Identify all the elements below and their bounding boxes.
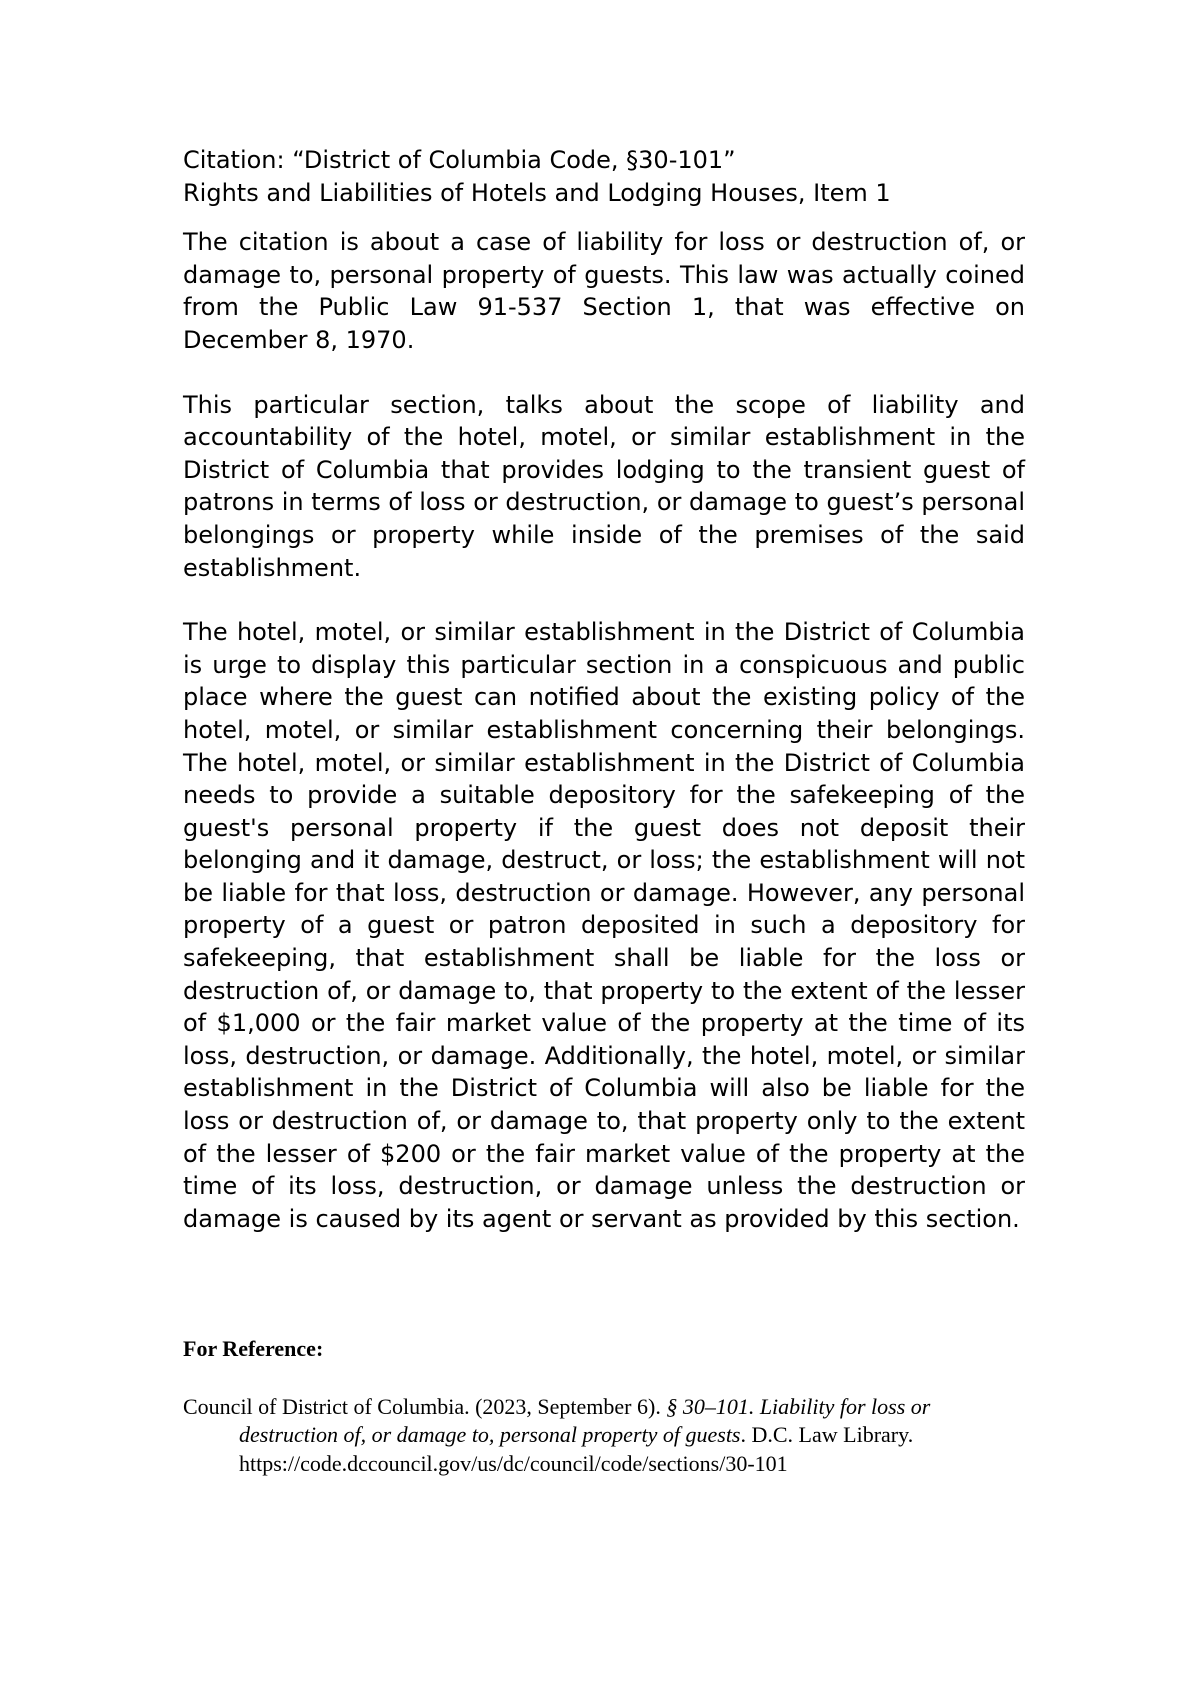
reference-entry	[183, 1393, 1025, 1479]
paragraph-intro: The citation is about a case of liability for loss or destruction of, or damage to, personal property of guests. This law was actually coined from the Public Law 91-537 Section 1, that was effective on December 8, 1970.	[183, 228, 1025, 354]
document-body	[183, 144, 1025, 1235]
reference-url[interactable]: https://code.dccouncil.gov/us/dc/council/code/sections/30-101	[239, 1450, 788, 1476]
paragraph-obligations: The hotel, motel, or similar establishment in the District of Columbia is urge to display this particular section in a conspicuous and public place where the guest can notified about the existing policy of the hotel, motel, or similar establishment concerning their belongings. The hotel, motel, or similar establishment in the District of Columbia needs to provide a suitable depository for the safekeeping of the guest's personal property if the guest does not deposit their belonging and it damage, destruct, or loss; the establishment will not be liable for that loss, destruction or damage. However, any personal property of a guest or patron deposited in such a depository for safekeeping, that establishment shall be liable for the loss or destruction of, or damage to, that property to the extent of the lesser of $1,000 or the fair market value of the property at the time of its loss, destruction, or damage. Additionally, the hotel, motel, or similar establishment in the District of Columbia will also be liable for the loss or destruction of, or damage to, that property only to the extent of the lesser of $200 or the fair market value of the property at the time of its loss, destruction, or damage unless the destruction or damage is caused by its agent or servant as provided by this section.	[183, 618, 1025, 1233]
citation-line: Citation: “District of Columbia Code, §30-101”	[183, 146, 736, 174]
reference-section	[183, 1335, 1025, 1478]
citation-heading	[183, 144, 1025, 209]
reference-author-date: Council of District of Columbia. (2023, September 6).	[183, 1393, 667, 1419]
reference-heading: For Reference:	[183, 1336, 324, 1361]
paragraph-scope: This particular section, talks about the scope of liability and accountability of the hotel, motel, or similar establishment in the District of Columbia that provides lodging to the transient guest of patrons in terms of loss or destruction, or damage to guest’s personal belongings or property while inside of the premises of the said establishment.	[183, 390, 1025, 582]
citation-subtitle: Rights and Liabilities of Hotels and Lodging Houses, Item 1	[183, 178, 891, 207]
reference-title: § 30–101. Liability for loss or destruction of, or damage to, personal property of guests	[239, 1393, 931, 1447]
reference-publisher: . D.C. Law Library.	[740, 1422, 914, 1447]
